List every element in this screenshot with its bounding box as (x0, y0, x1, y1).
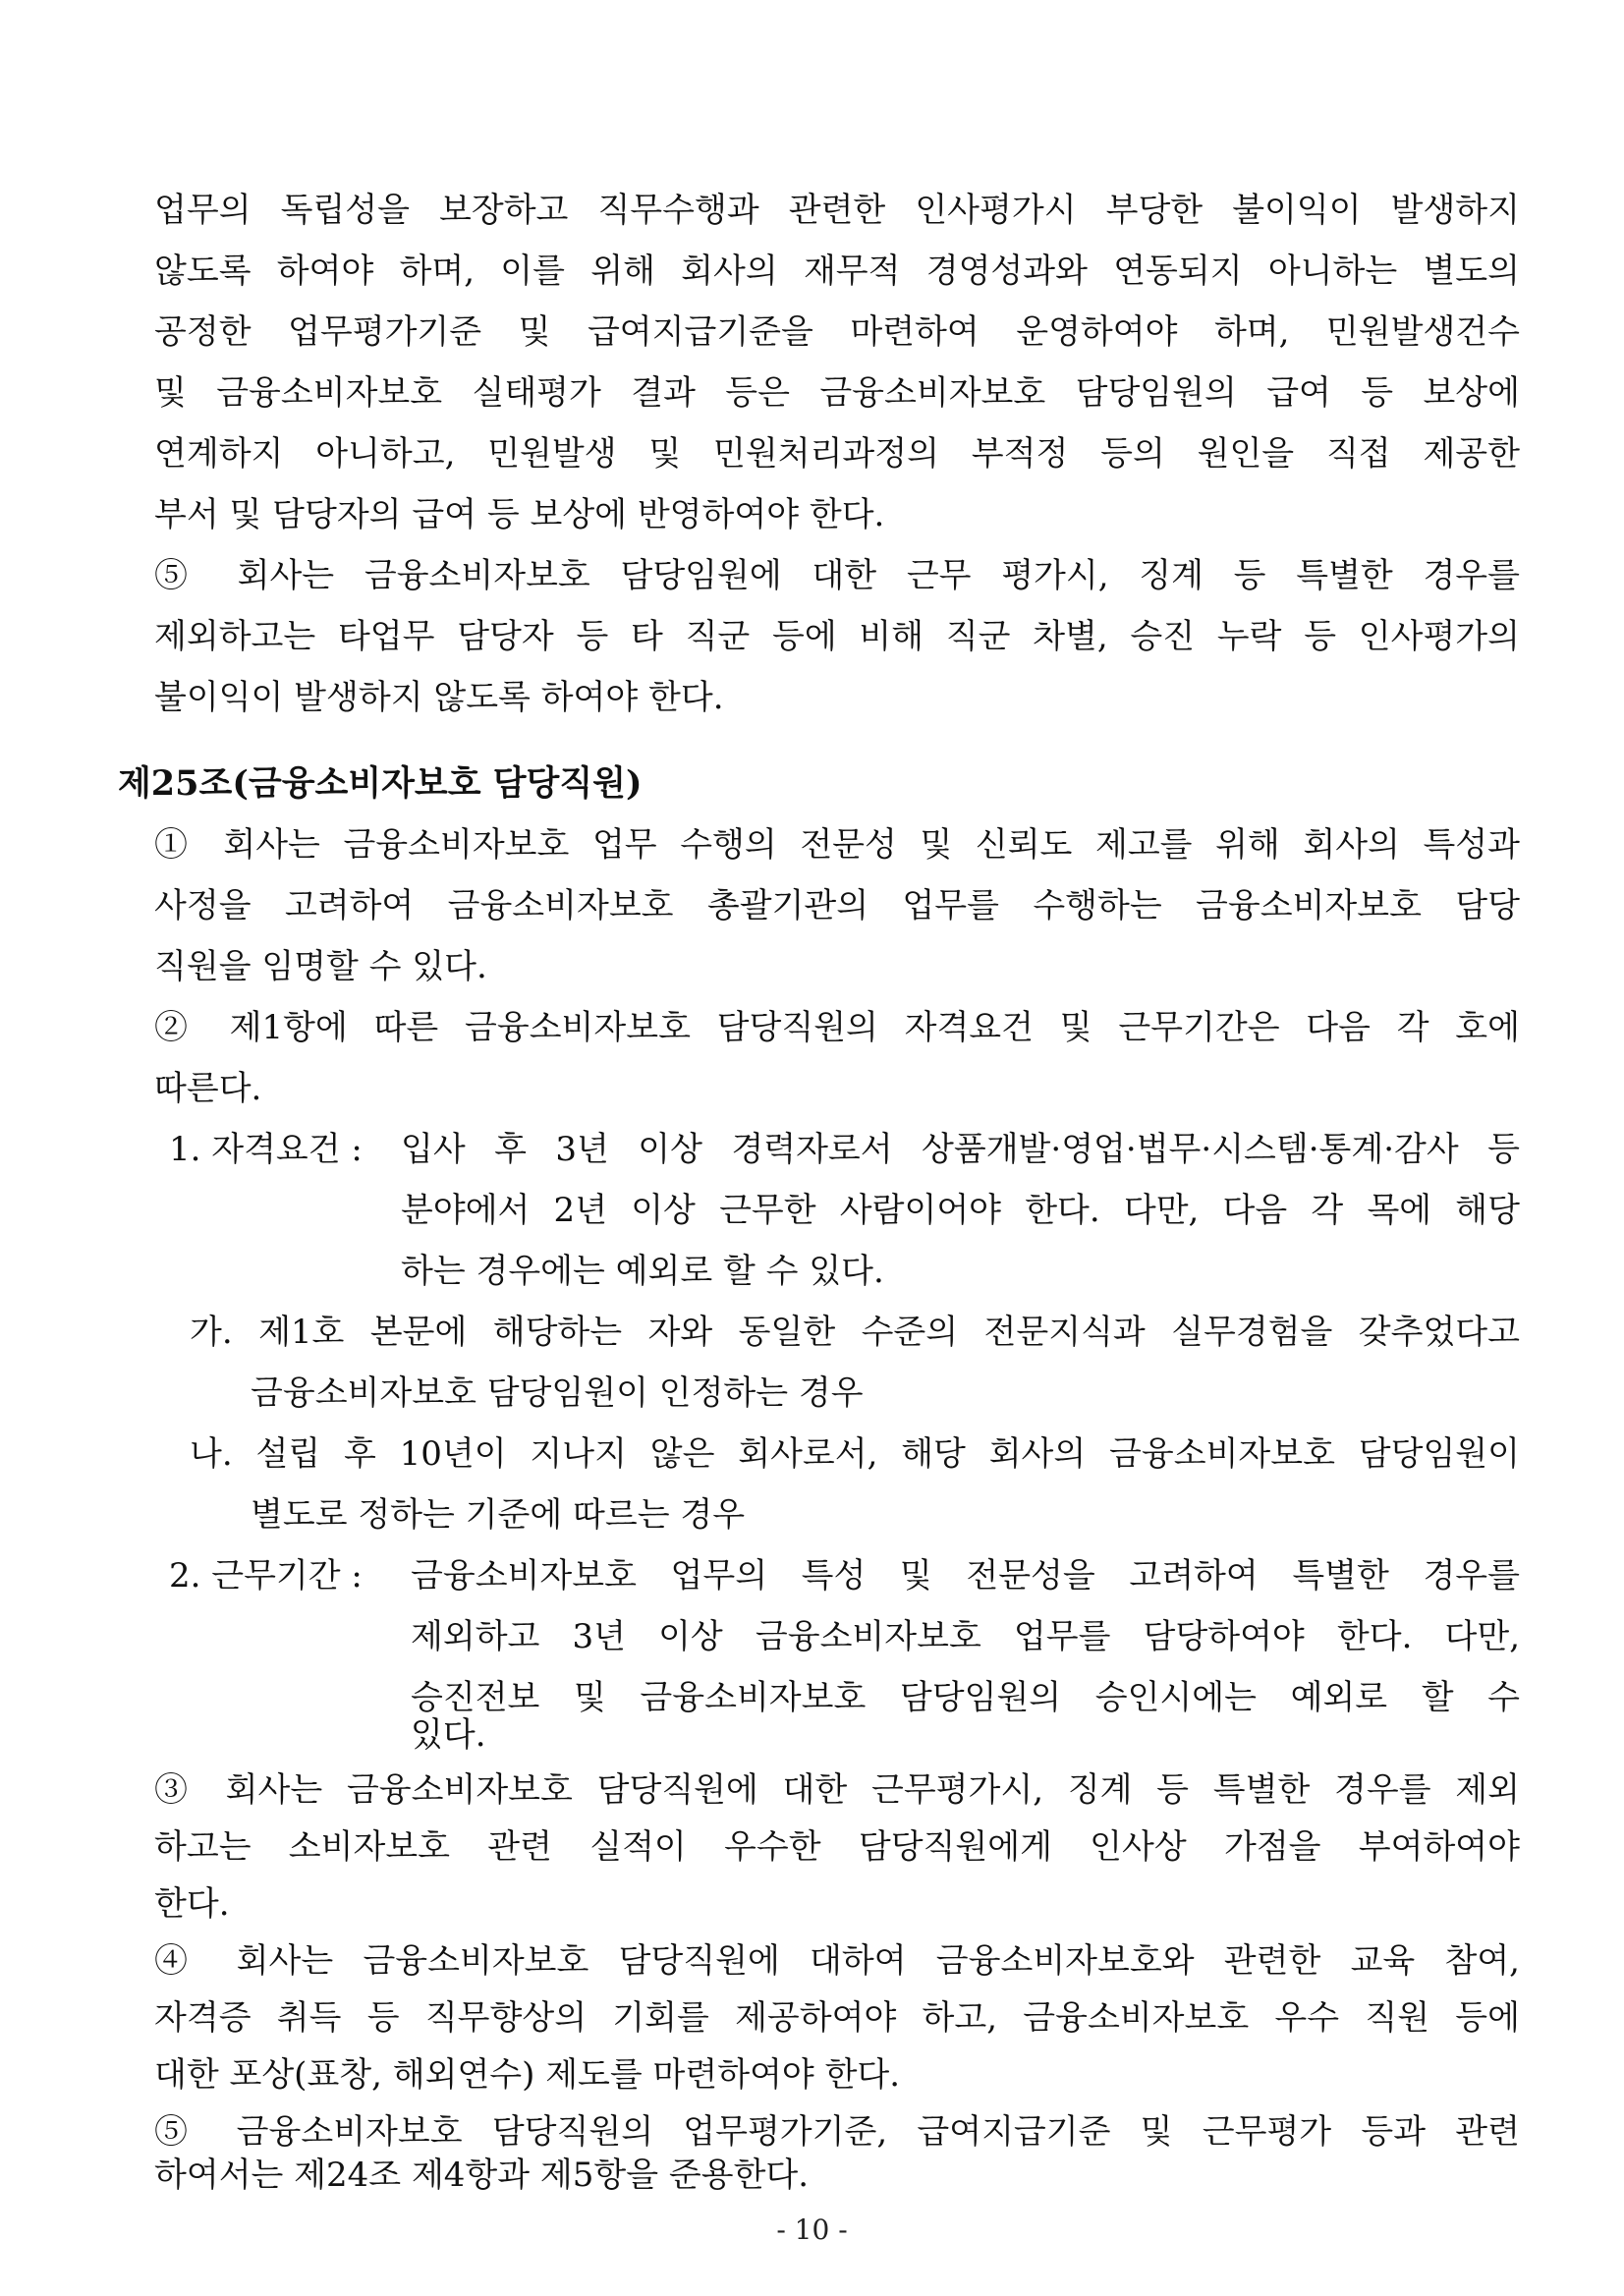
prev-clause5-line-3: 불이익이 발생하지 않도록 하여야 한다. (154, 678, 724, 717)
clause4-line-1: ④ 회사는 금융소비자보호 담당직원에 대하여 금융소비자보호와 관련한 교육 참여, (154, 1941, 1520, 1981)
item1-line-2: 분야에서 2년 이상 근무한 사람이어야 한다. 다만, 다음 각 목에 해당 (401, 1191, 1520, 1230)
item1-label: 1. 자격요건 : (169, 1130, 363, 1169)
item1-line-3: 하는 경우에는 예외로 할 수 있다. (401, 1252, 884, 1291)
intro-line-6: 부서 및 담당자의 급여 등 보상에 반영하여야 한다. (154, 495, 885, 534)
clause2-line-2: 따른다. (154, 1069, 262, 1108)
clause5-line-1: ⑤ 금융소비자보호 담당직원의 업무평가기준, 급여지급기준 및 근무평가 등과 관련 (154, 2112, 1520, 2152)
intro-line-3: 공정한 업무평가기준 및 급여지급기준을 마련하여 운영하여야 하며, 민원발생건수 (154, 312, 1520, 352)
sub-ga-line-2: 금융소비자보호 담당임원이 인정하는 경우 (251, 1373, 864, 1413)
intro-line-2: 않도록 하여야 하며, 이를 위해 회사의 재무적 경영성과와 연동되지 아니하는 별도의 (154, 252, 1520, 291)
clause3-line-3: 한다. (154, 1884, 230, 1924)
clause1-line-2: 사정을 고려하여 금융소비자보호 총괄기관의 업무를 수행하는 금융소비자보호 담당 (154, 886, 1520, 925)
clause1-line-1: ① 회사는 금융소비자보호 업무 수행의 전문성 및 신뢰도 제고를 위해 회사의 특성과 (154, 825, 1520, 865)
item2-line-3: 승진전보 및 금융소비자보호 담당임원의 승인시에는 예외로 할 수 (411, 1678, 1520, 1717)
item2-line-1: 금융소비자보호 업무의 특성 및 전문성을 고려하여 특별한 경우를 (411, 1556, 1520, 1596)
item2-line-2: 제외하고 3년 이상 금융소비자보호 업무를 담당하여야 한다. 다만, (411, 1617, 1520, 1656)
clause5-line-2: 하여서는 제24조 제4항과 제5항을 준용한다. (154, 2156, 810, 2195)
item2-label: 2. 근무기간 : (169, 1556, 363, 1596)
clause2-line-1: ② 제1항에 따른 금융소비자보호 담당직원의 자격요건 및 근무기간은 다음 각 호에 (154, 1008, 1520, 1047)
page-number: - 10 - (776, 2213, 848, 2246)
intro-line-4: 및 금융소비자보호 실태평가 결과 등은 금융소비자보호 담당임원의 급여 등 보상에 (154, 373, 1520, 413)
sub-na-line-2: 별도로 정하는 기준에 따르는 경우 (251, 1495, 746, 1535)
clause4-line-2: 자격증 취득 등 직무향상의 기회를 제공하여야 하고, 금융소비자보호 우수 직원 등에 (154, 1998, 1520, 2038)
clause3-line-1: ③ 회사는 금융소비자보호 담당직원에 대한 근무평가시, 징계 등 특별한 경우를 제외 (154, 1770, 1520, 1810)
prev-clause5-line-1: ⑤ 회사는 금융소비자보호 담당임원에 대한 근무 평가시, 징계 등 특별한 경우를 (154, 556, 1520, 595)
intro-line-5: 연계하지 아니하고, 민원발생 및 민원처리과정의 부적정 등의 원인을 직접 제공한 (154, 434, 1520, 474)
sub-ga-line-1: 가. 제1호 본문에 해당하는 자와 동일한 수준의 전문지식과 실무경험을 갖추었다고 (190, 1313, 1520, 1352)
item1-line-1: 입사 후 3년 이상 경력자로서 상품개발·영업·법무·시스템·통계·감사 등 (401, 1130, 1520, 1169)
item2-line-4: 있다. (411, 1715, 486, 1755)
sub-na-line-1: 나. 설립 후 10년이 지나지 않은 회사로서, 해당 회사의 금융소비자보호 담당임원이 (190, 1434, 1520, 1474)
intro-line-1: 업무의 독립성을 보장하고 직무수행과 관련한 인사평가시 부당한 불이익이 발생하지 (154, 191, 1520, 230)
article-title: 제25조(금융소비자보호 담당직원) (118, 763, 643, 804)
clause3-line-2: 하고는 소비자보호 관련 실적이 우수한 담당직원에게 인사상 가점을 부여하여야 (154, 1827, 1520, 1867)
clause4-line-3: 대한 포상(표창, 해외연수) 제도를 마련하여야 한다. (154, 2055, 901, 2095)
clause1-line-3: 직원을 임명할 수 있다. (154, 947, 487, 986)
prev-clause5-line-2: 제외하고는 타업무 담당자 등 타 직군 등에 비해 직군 차별, 승진 누락 등 인사평가의 (154, 617, 1520, 656)
